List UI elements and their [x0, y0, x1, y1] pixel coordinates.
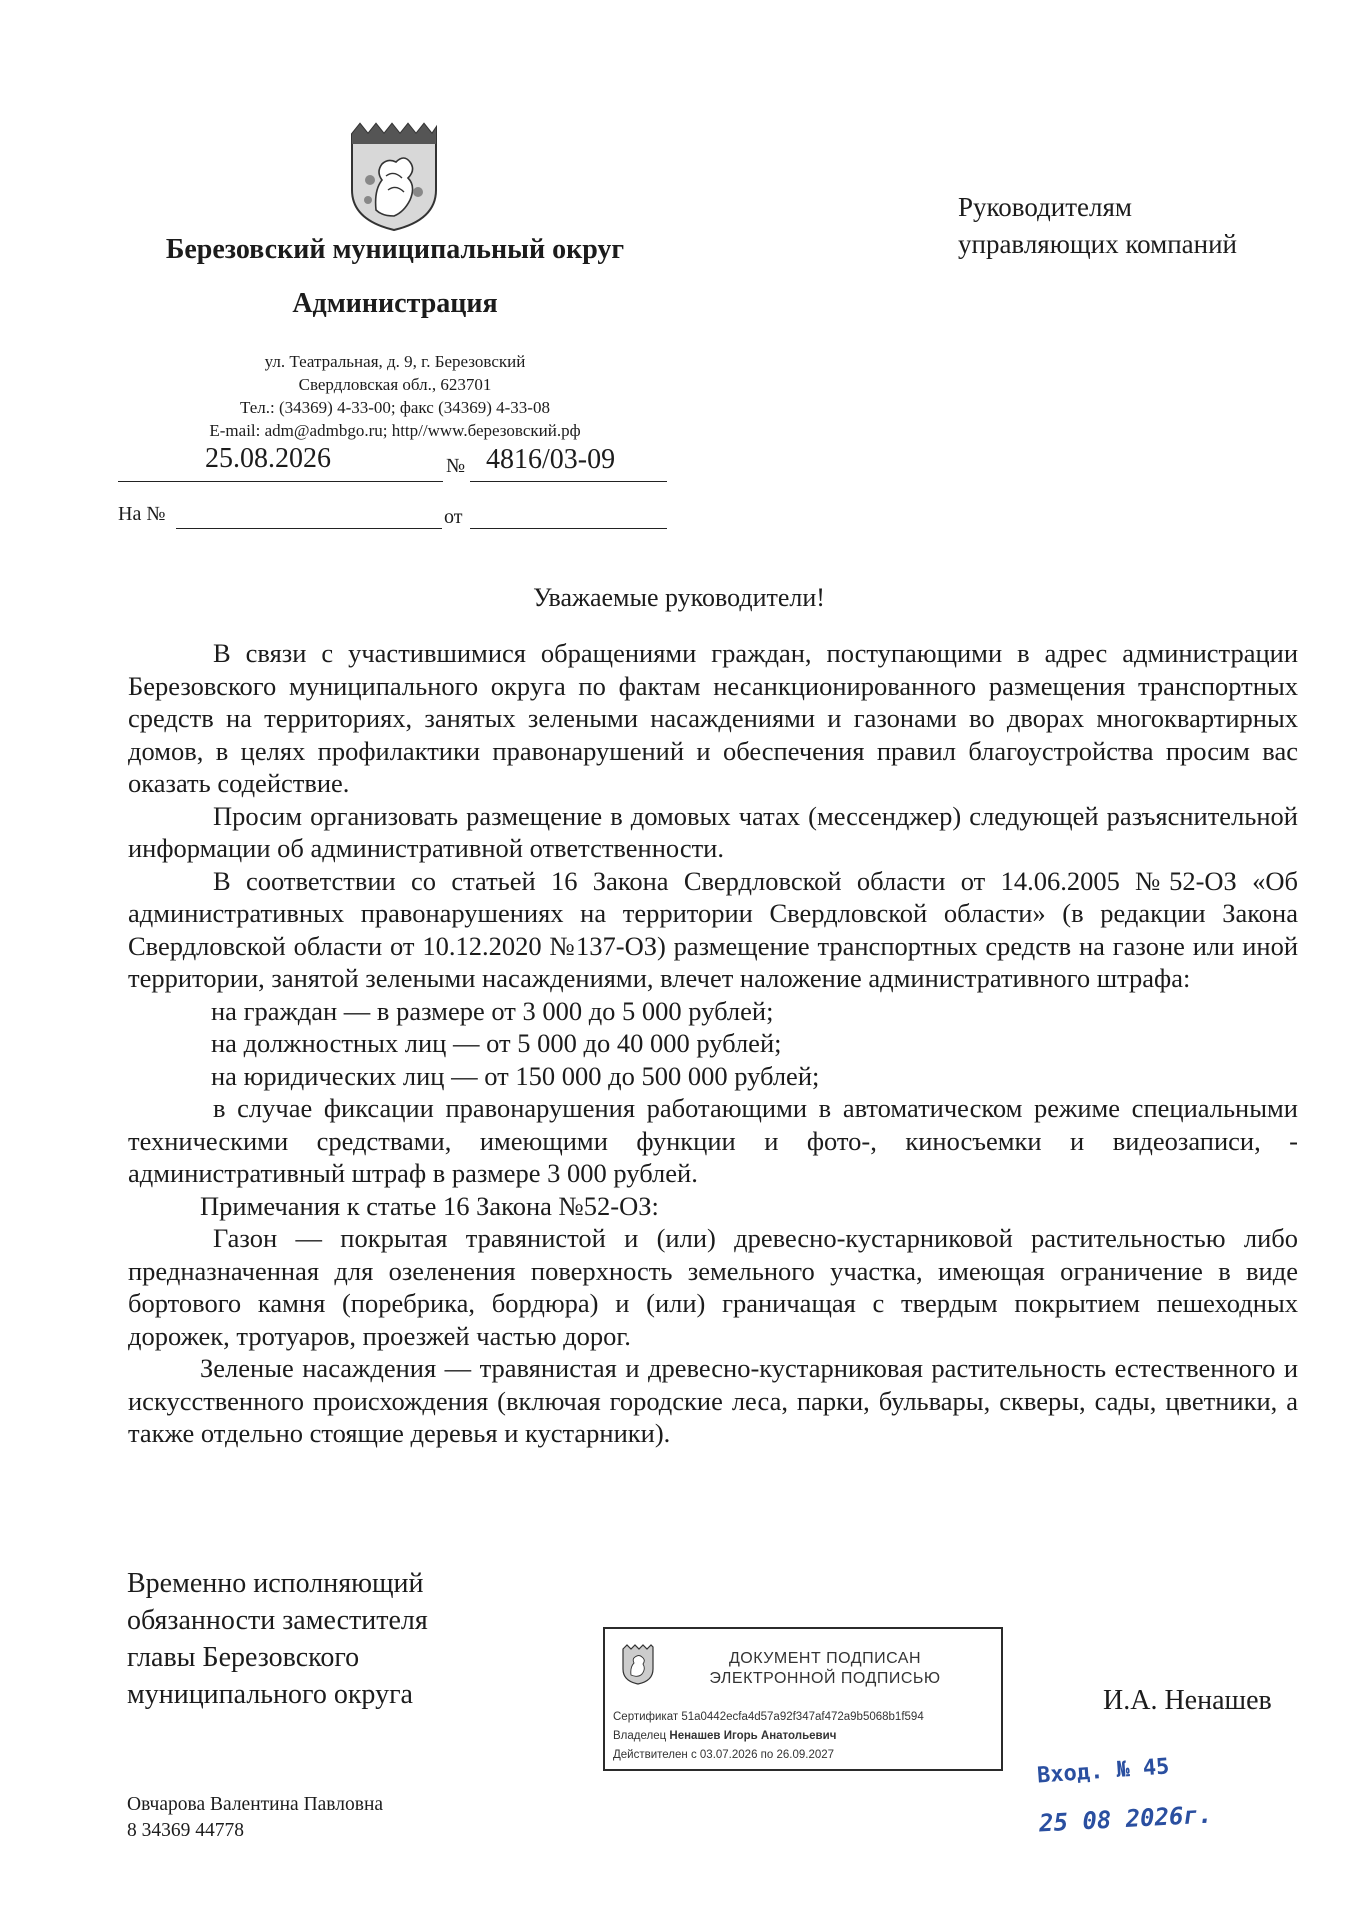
esig-owner-label: Владелец — [613, 1730, 667, 1742]
department-name: Администрация — [292, 288, 498, 319]
body-paragraph: В соответствии со статьей 16 Закона Свердловской области от 14.06.2005 №52-ОЗ «Об административных правонарушениях на территории Свердловской области» (в редакции Закона Свердловской области от 10.12.2020 №137-ОЗ) размещение транспортных средств на газоне или иной территории, занятой зелеными насаждениями, влечет наложение административного штрафа: — [128, 865, 1298, 993]
contact-address: ул. Театральная, д. 9, г. Березовский — [264, 352, 526, 371]
esig-certificate-label: Сертификат — [613, 1711, 679, 1723]
coat-of-arms-emblem — [346, 120, 442, 232]
number-underline — [470, 481, 667, 482]
electronic-signature-stamp — [603, 1627, 1003, 1771]
salutation: Уважаемые руководители! — [533, 583, 825, 612]
reply-number-underline — [176, 528, 442, 529]
date-underline — [118, 481, 443, 482]
contact-email: E-mail: adm@admbgo.ru; http//www.березовский.рф — [209, 421, 581, 440]
executor-name: Овчарова Валентина Павловна — [127, 1794, 384, 1815]
note-paragraph: Газон — покрытая травянистой и (или) древесно-кустарниковой растительностью либо предназначенная для озеленения поверхность земельного участка, имеющая ограничение в виде бортового камня (поребрика, бордюра) и (или) граничащая с твердым покрытием пешеходных дорожек, тротуаров, проезжей частью дорог. — [128, 1223, 1298, 1351]
signer-position-line: главы Березовского — [127, 1642, 360, 1673]
reply-to-date-label: от — [444, 506, 463, 528]
signer-position — [127, 1565, 428, 1713]
addressee-block — [958, 189, 1237, 263]
auto-fixation-paragraph: в случае фиксации правонарушения работающими в автоматическом режиме специальными техническими средствами, имеющими функции и фото-, киносъемки и видеозаписи, - административный штраф в размере 3 000 рублей. — [128, 1093, 1298, 1188]
registration-number: 4816/03-09 — [486, 444, 616, 475]
fine-item: на юридических лиц — от 150 000 до 500 000 рублей; — [211, 1060, 820, 1091]
body-paragraph: Просим организовать размещение в домовых чатах (мессенджер) следующей разъяснительной информации об административной ответственности. — [128, 800, 1298, 863]
esig-owner — [613, 1730, 836, 1742]
signer-position-line: Временно исполняющий — [127, 1568, 424, 1599]
esig-certificate — [613, 1711, 924, 1723]
incoming-registration-stamp — [1033, 1755, 1303, 1865]
contact-phone: Тел.: (34369) 4-33-00; факс (34369) 4-33-08 — [240, 398, 550, 417]
reply-date-underline — [470, 528, 667, 529]
fine-item: на граждан — в размере от 3 000 до 5 000 рублей; — [211, 995, 774, 1026]
coat-of-arms-icon — [621, 1643, 655, 1685]
esig-validity: Действителен с 03.07.2026 по 26.09.2027 — [613, 1749, 835, 1761]
signer-name: И.А. Ненашев — [1103, 1685, 1272, 1716]
incoming-number: Вход. № 45 — [1036, 1754, 1171, 1789]
registration-date: 25.08.2026 — [205, 443, 331, 474]
organization-name: Березовский муниципальный округ — [165, 234, 625, 265]
esig-title — [675, 1649, 975, 1689]
fine-item: на должностных лиц — от 5 000 до 40 000 рублей; — [211, 1028, 782, 1058]
esig-owner-value: Ненашев Игорь Анатольевич — [669, 1730, 837, 1742]
esig-title-line: ДОКУМЕНТ ПОДПИСАН — [728, 1650, 922, 1667]
contact-region: Свердловская обл., 623701 — [298, 375, 492, 394]
executor-block — [127, 1792, 383, 1844]
executor-phone: 8 34369 44778 — [127, 1820, 244, 1841]
addressee-line: Руководителям — [958, 192, 1132, 222]
registration-number-label: № — [446, 455, 466, 477]
note-paragraph: Зеленые насаждения — травянистая и древесно-кустарниковая растительность естественного и искусственного происхождения (включая городские леса, парки, бульвары, скверы, сады, цветники, а также отдельно стоящие деревья и кустарники). — [128, 1353, 1298, 1448]
reply-to-number-label: На № — [118, 503, 166, 525]
signer-position-line: обязанности заместителя — [127, 1605, 428, 1636]
signer-position-line: муниципального округа — [127, 1679, 413, 1710]
body-paragraph: В связи с участившимися обращениями граждан, поступающими в адрес администрации Березовского муниципального округа по фактам несанкционированного размещения транспортных средств на территориях, занятых зелеными насаждениями и газонами во дворах многоквартирных домов, в целях профилактики правонарушений и обеспечения правил благоустройства просим вас оказать содействие. — [128, 638, 1298, 798]
esig-title-line: ЭЛЕКТРОННОЙ ПОДПИСЬЮ — [709, 1670, 941, 1687]
esig-certificate-value: 51a0442ecfa4d57a92f347af472a9b5068b1f594 — [681, 1711, 924, 1723]
addressee-line: управляющих компаний — [958, 229, 1237, 259]
letter-body — [128, 637, 1298, 1450]
notes-heading: Примечания к статье 16 Закона №52-ОЗ: — [200, 1190, 659, 1221]
incoming-date: 25 08 2026г. — [1038, 1800, 1214, 1838]
